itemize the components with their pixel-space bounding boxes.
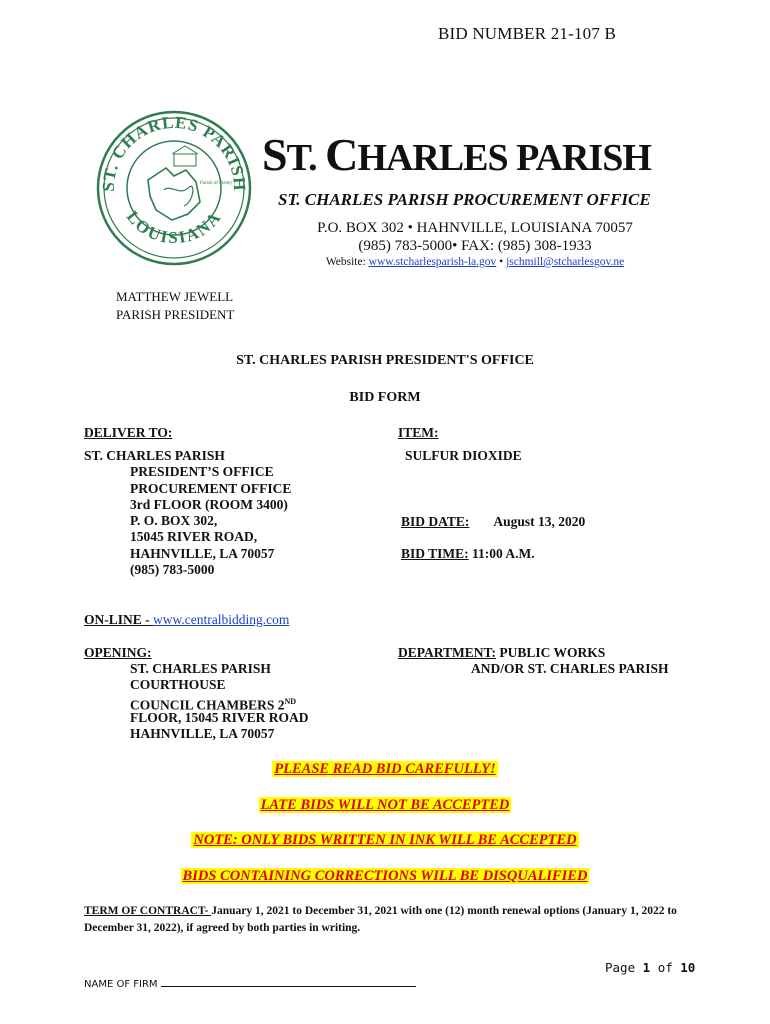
warning-corrections: BIDS CONTAINING CORRECTIONS WILL BE DISQUALIFIED [182, 868, 588, 884]
opening-line: COURTHOUSE [130, 677, 226, 693]
bid-date [401, 514, 585, 530]
office-address: P.O. BOX 302 • HAHNVILLE, LOUISIANA 70057 [317, 220, 633, 236]
warning-read-carefully: PLEASE READ BID CAREFULLY! [274, 761, 496, 777]
term-of-contract [84, 903, 694, 937]
president-title: PARISH PRESIDENT [116, 307, 235, 322]
email-link[interactable]: jschmill@stcharlesgov.ne [506, 256, 625, 268]
opening-label: OPENING: [84, 645, 152, 660]
online-label: ON-LINE - [84, 612, 154, 627]
page-counter: Page 1 of 10 [605, 960, 696, 975]
department [398, 645, 605, 661]
bid-number: BID NUMBER 21-107 B [438, 24, 617, 43]
department-line-2: AND/OR ST. CHARLES PARISH [471, 661, 669, 676]
bid-date-label: BID DATE: [401, 514, 470, 529]
svg-text:LOUISIANA [123, 207, 226, 247]
term-text: January 1, 2021 to December 31, 2021 with one (12) month renewal options (January 1, 2022 to December 31, 2022), if agreed by both parties in writing. [84, 905, 677, 934]
deliver-to-address [84, 448, 291, 578]
term-label: TERM OF CONTRACT- [84, 905, 212, 917]
office-heading: ST. CHARLES PARISH PRESIDENT'S OFFICE [236, 353, 534, 368]
opening-line: COUNCIL CHAMBERS 2ND [130, 696, 297, 713]
ordinal-suffix: ND [284, 696, 297, 706]
opening-line: HAHNVILLE, LA 70057 [130, 726, 275, 742]
deliver-line: 15045 RIVER ROAD, [130, 529, 258, 545]
deliver-line: HAHNVILLE, LA 70057 [130, 545, 275, 561]
bid-date-value: August 13, 2020 [493, 514, 586, 529]
item-label: ITEM: [398, 425, 439, 440]
warning-ink-only: NOTE: ONLY BIDS WRITTEN IN INK WILL BE ACCEPTED [193, 832, 577, 848]
president-name: MATTHEW JEWELL [116, 289, 234, 304]
item-value: SULFUR DIOXIDE [405, 448, 522, 463]
opening-line: ST. CHARLES PARISH [130, 661, 271, 676]
deliver-line: ST. CHARLES PARISH [84, 448, 225, 463]
firm-name-field[interactable] [84, 977, 416, 990]
deliver-line: PROCUREMENT OFFICE [130, 480, 292, 496]
department-label: DEPARTMENT: [398, 645, 497, 660]
deliver-line: 3rd FLOOR (ROOM 3400) [130, 496, 288, 512]
bid-time-label: BID TIME: [401, 546, 469, 561]
firm-name-blank[interactable] [161, 977, 416, 987]
deliver-to-label: DELIVER TO: [84, 425, 173, 440]
deliver-line: (985) 783-5000 [130, 562, 215, 578]
seal-inner-text: Parish of Plenty [200, 181, 232, 186]
bid-time [401, 546, 535, 562]
opening-address [130, 661, 309, 742]
opening-line: FLOOR, 15045 RIVER ROAD [130, 709, 309, 725]
form-heading: BID FORM [349, 390, 421, 405]
deliver-line: PRESIDENT’S OFFICE [130, 464, 274, 480]
procurement-office-subtitle: ST. CHARLES PARISH PROCUREMENT OFFICE [278, 190, 651, 209]
warning-late-bids: LATE BIDS WILL NOT BE ACCEPTED [260, 797, 510, 813]
deliver-line: P. O. BOX 302, [130, 513, 218, 529]
bid-time-value: 11:00 A.M. [468, 546, 535, 561]
website-link[interactable]: www.stcharlesparish-la.gov [368, 256, 497, 268]
department-value: PUBLIC WORKS [496, 645, 606, 660]
page-title: ST. CHARLES PARISH [262, 129, 651, 180]
parish-seal-logo [96, 110, 252, 266]
firm-name-label: NAME OF FIRM [84, 979, 161, 990]
website-line: Website: www.stcharlesparish-la.gov • jschmill@stcharlesgov.ne [325, 256, 625, 268]
central-bidding-link[interactable]: www.centralbidding.com [153, 612, 290, 627]
seal-bottom-text: LOUISIANA [122, 207, 226, 248]
office-phone-fax: (985) 783-5000• FAX: (985) 308-1933 [358, 238, 592, 254]
seal-top-text: ST. CHARLES PARISH [98, 112, 250, 192]
online-bidding [84, 612, 289, 628]
